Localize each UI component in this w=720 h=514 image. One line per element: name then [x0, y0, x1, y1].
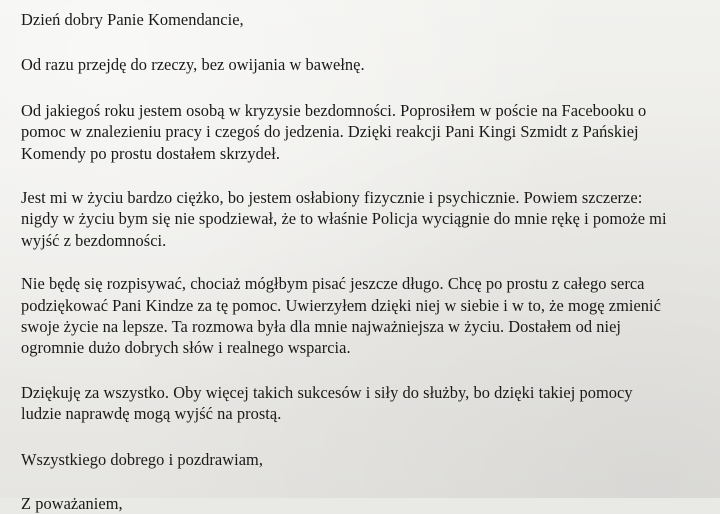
- paragraph-line: nigdy w życiu bym się nie spodziewał, że to właśnie Policja wyciągnie do mnie rękę i pomoże mi: [21, 209, 667, 229]
- paragraph-line: wyjść z bezdomności.: [21, 230, 167, 250]
- paragraph-line: Jest mi w życiu bardzo ciężko, bo jestem osłabiony fizycznie i psychicznie. Powiem szczerze:: [21, 187, 643, 207]
- paragraph-thanks: [21, 273, 720, 359]
- greeting-line: Dzień dobry Panie Komendancie,: [21, 10, 244, 29]
- signoff-line: Z poważaniem,: [21, 493, 123, 513]
- letter-closing: [21, 449, 720, 470]
- paragraph-line: Od jakiegoś roku jestem osobą w kryzysie bezdomności. Poprosiłem w poście na Facebooku o: [21, 100, 647, 120]
- paragraph-line: podziękować Pani Kindze za tę pomoc. Uwierzyłem dzięki niej w siebie i w to, że mogę zmienić: [21, 295, 661, 315]
- intro-line: Od razu przejdę do rzeczy, bez owijania w bawełnę.: [21, 55, 365, 75]
- letter-greeting: [21, 9, 720, 30]
- paragraph-homelessness: [21, 100, 720, 164]
- letter-signoff: [21, 493, 720, 514]
- paragraph-gratitude: [21, 382, 720, 425]
- letter-body: [21, 9, 720, 514]
- paragraph-line: ludzie naprawdę mogą wyjść na prostą.: [21, 404, 282, 424]
- paragraph-line: swoje życie na lepsze. Ta rozmowa była dla mnie najważniejsza w życiu. Dostałem od niej: [21, 316, 622, 336]
- paragraph-line: Komendy po prostu dostałem skrzydeł.: [21, 143, 280, 163]
- paragraph-hardship: [21, 187, 720, 251]
- closing-line: Wszystkiego dobrego i pozdrawiam,: [21, 449, 263, 469]
- letter-intro: [21, 54, 720, 75]
- paragraph-line: Nie będę się rozpisywać, chociaż mógłbym pisać jeszcze długo. Chcę po prostu z całego serca: [21, 274, 645, 294]
- paragraph-line: ogromnie dużo dobrych słów i realnego wsparcia.: [21, 338, 351, 358]
- paragraph-line: pomoc w znalezieniu pracy i czegoś do jedzenia. Dzięki reakcji Pani Kingi Szmidt z Pańskiej: [21, 122, 639, 142]
- paragraph-line: Dziękuję za wszystko. Oby więcej takich sukcesów i siły do służby, bo dzięki takiej pomocy: [21, 382, 633, 402]
